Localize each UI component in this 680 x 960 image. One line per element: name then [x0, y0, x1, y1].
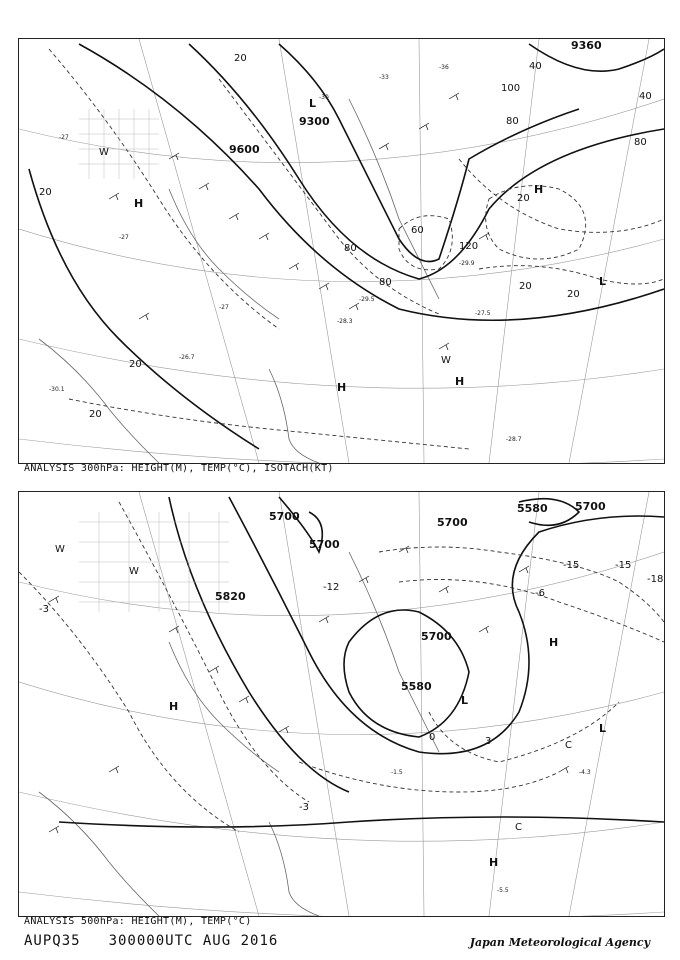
height-label: 5700	[269, 510, 300, 523]
temp-label: -29.5	[359, 296, 375, 303]
temp-label: -27.5	[475, 310, 491, 317]
caption-300hpa: ANALYSIS 300hPa: HEIGHT(M), TEMP(°C), ISOTACH(KT)	[24, 463, 334, 474]
pressure-center-high: H	[337, 381, 347, 394]
isotherm-label: -12	[323, 582, 340, 593]
height-label: 9600	[229, 143, 260, 156]
isotherm-label: 3	[485, 736, 492, 747]
isotach-label: 20	[517, 193, 530, 204]
pressure-center-low: L	[599, 722, 607, 735]
temp-label: -28.3	[337, 318, 353, 325]
temp-label: -29.9	[459, 260, 475, 267]
valid-time: 300000UTC AUG 2016	[108, 933, 279, 949]
map-panel-300hpa	[18, 38, 665, 464]
height-label: 5580	[517, 502, 548, 515]
pressure-center-high: H	[169, 700, 179, 713]
labels-300	[39, 39, 652, 443]
height-label: 5580	[401, 680, 432, 693]
graticule-500	[19, 492, 664, 916]
pressure-center-high: H	[455, 375, 465, 388]
temp-isotherms-500	[19, 502, 664, 832]
temp-label: -28.7	[506, 436, 522, 443]
isotherm-label: -3	[39, 604, 49, 615]
isotach-label: 20	[89, 409, 102, 420]
isotach-label: 80	[379, 277, 392, 288]
agency-name: Japan Meteorological Agency	[469, 936, 650, 949]
cold-center: C	[565, 740, 572, 751]
height-contours-500	[59, 497, 664, 827]
map-300hpa-svg	[19, 39, 664, 463]
height-label: 5700	[437, 516, 468, 529]
isotherm-label: -6	[535, 588, 545, 599]
isotach-label: 80	[344, 243, 357, 254]
height-label: 5700	[421, 630, 452, 643]
isotach-label: 20	[129, 359, 142, 370]
warm-center: W	[441, 355, 451, 366]
temp-label: -27	[59, 134, 69, 141]
temp-label: -1.5	[391, 769, 403, 776]
height-label: 5820	[215, 590, 246, 603]
isotherm-label: 0	[429, 732, 436, 743]
isotach-label: 20	[234, 53, 247, 64]
isotherm-label: -3	[299, 802, 309, 813]
isotach-label: 120	[459, 241, 479, 252]
temp-label: -36	[439, 64, 449, 71]
warm-center: W	[99, 147, 109, 158]
map-panel-500hpa	[18, 491, 665, 917]
warm-center: W	[55, 544, 65, 555]
map-500hpa-svg	[19, 492, 664, 916]
pressure-center-low: L	[461, 694, 469, 707]
pressure-center-high: H	[549, 636, 559, 649]
isotach-label: 100	[501, 83, 521, 94]
pressure-center-low: L	[309, 97, 317, 110]
isotherm-label: -15	[563, 560, 580, 571]
height-label: 5700	[309, 538, 340, 551]
isotherm-label: -15	[615, 560, 632, 571]
height-label: 5700	[575, 500, 606, 513]
temp-label: -26.7	[179, 354, 195, 361]
caption-500hpa: ANALYSIS 500hPa: HEIGHT(M), TEMP(°C)	[24, 916, 252, 927]
height-label: 9300	[299, 115, 330, 128]
isotherm-label: -18	[647, 574, 664, 585]
isotach-label: 80	[506, 116, 519, 127]
pressure-center-high: H	[134, 197, 144, 210]
isotach-label: 20	[567, 289, 580, 300]
temp-label: -33	[379, 74, 389, 81]
hatch-500	[79, 512, 229, 612]
isotach-label: 80	[634, 137, 647, 148]
temp-label: -27	[219, 304, 229, 311]
pressure-center-low: L	[599, 275, 607, 288]
isotach-label: 20	[519, 281, 532, 292]
temp-label: -30	[319, 94, 329, 101]
hatch-300	[79, 109, 159, 179]
isotach-label: 40	[639, 91, 652, 102]
pressure-center-high: H	[534, 183, 544, 196]
chart-code: AUPQ35	[24, 933, 81, 949]
height-label: 9360	[571, 39, 602, 52]
isotach-label: 20	[39, 187, 52, 198]
isotach-label: 40	[529, 61, 542, 72]
temp-label: -30.1	[49, 386, 65, 393]
chart-id-footer	[24, 933, 306, 949]
wind-barbs-500	[49, 546, 569, 833]
temp-label: -27	[119, 234, 129, 241]
temp-label: -5.5	[497, 887, 509, 894]
pressure-center-high: H	[489, 856, 499, 869]
temp-label: -4.3	[579, 769, 591, 776]
warm-center: W	[129, 566, 139, 577]
cold-center: C	[515, 822, 522, 833]
graticule-300	[19, 39, 664, 463]
isotach-label: 60	[411, 225, 424, 236]
